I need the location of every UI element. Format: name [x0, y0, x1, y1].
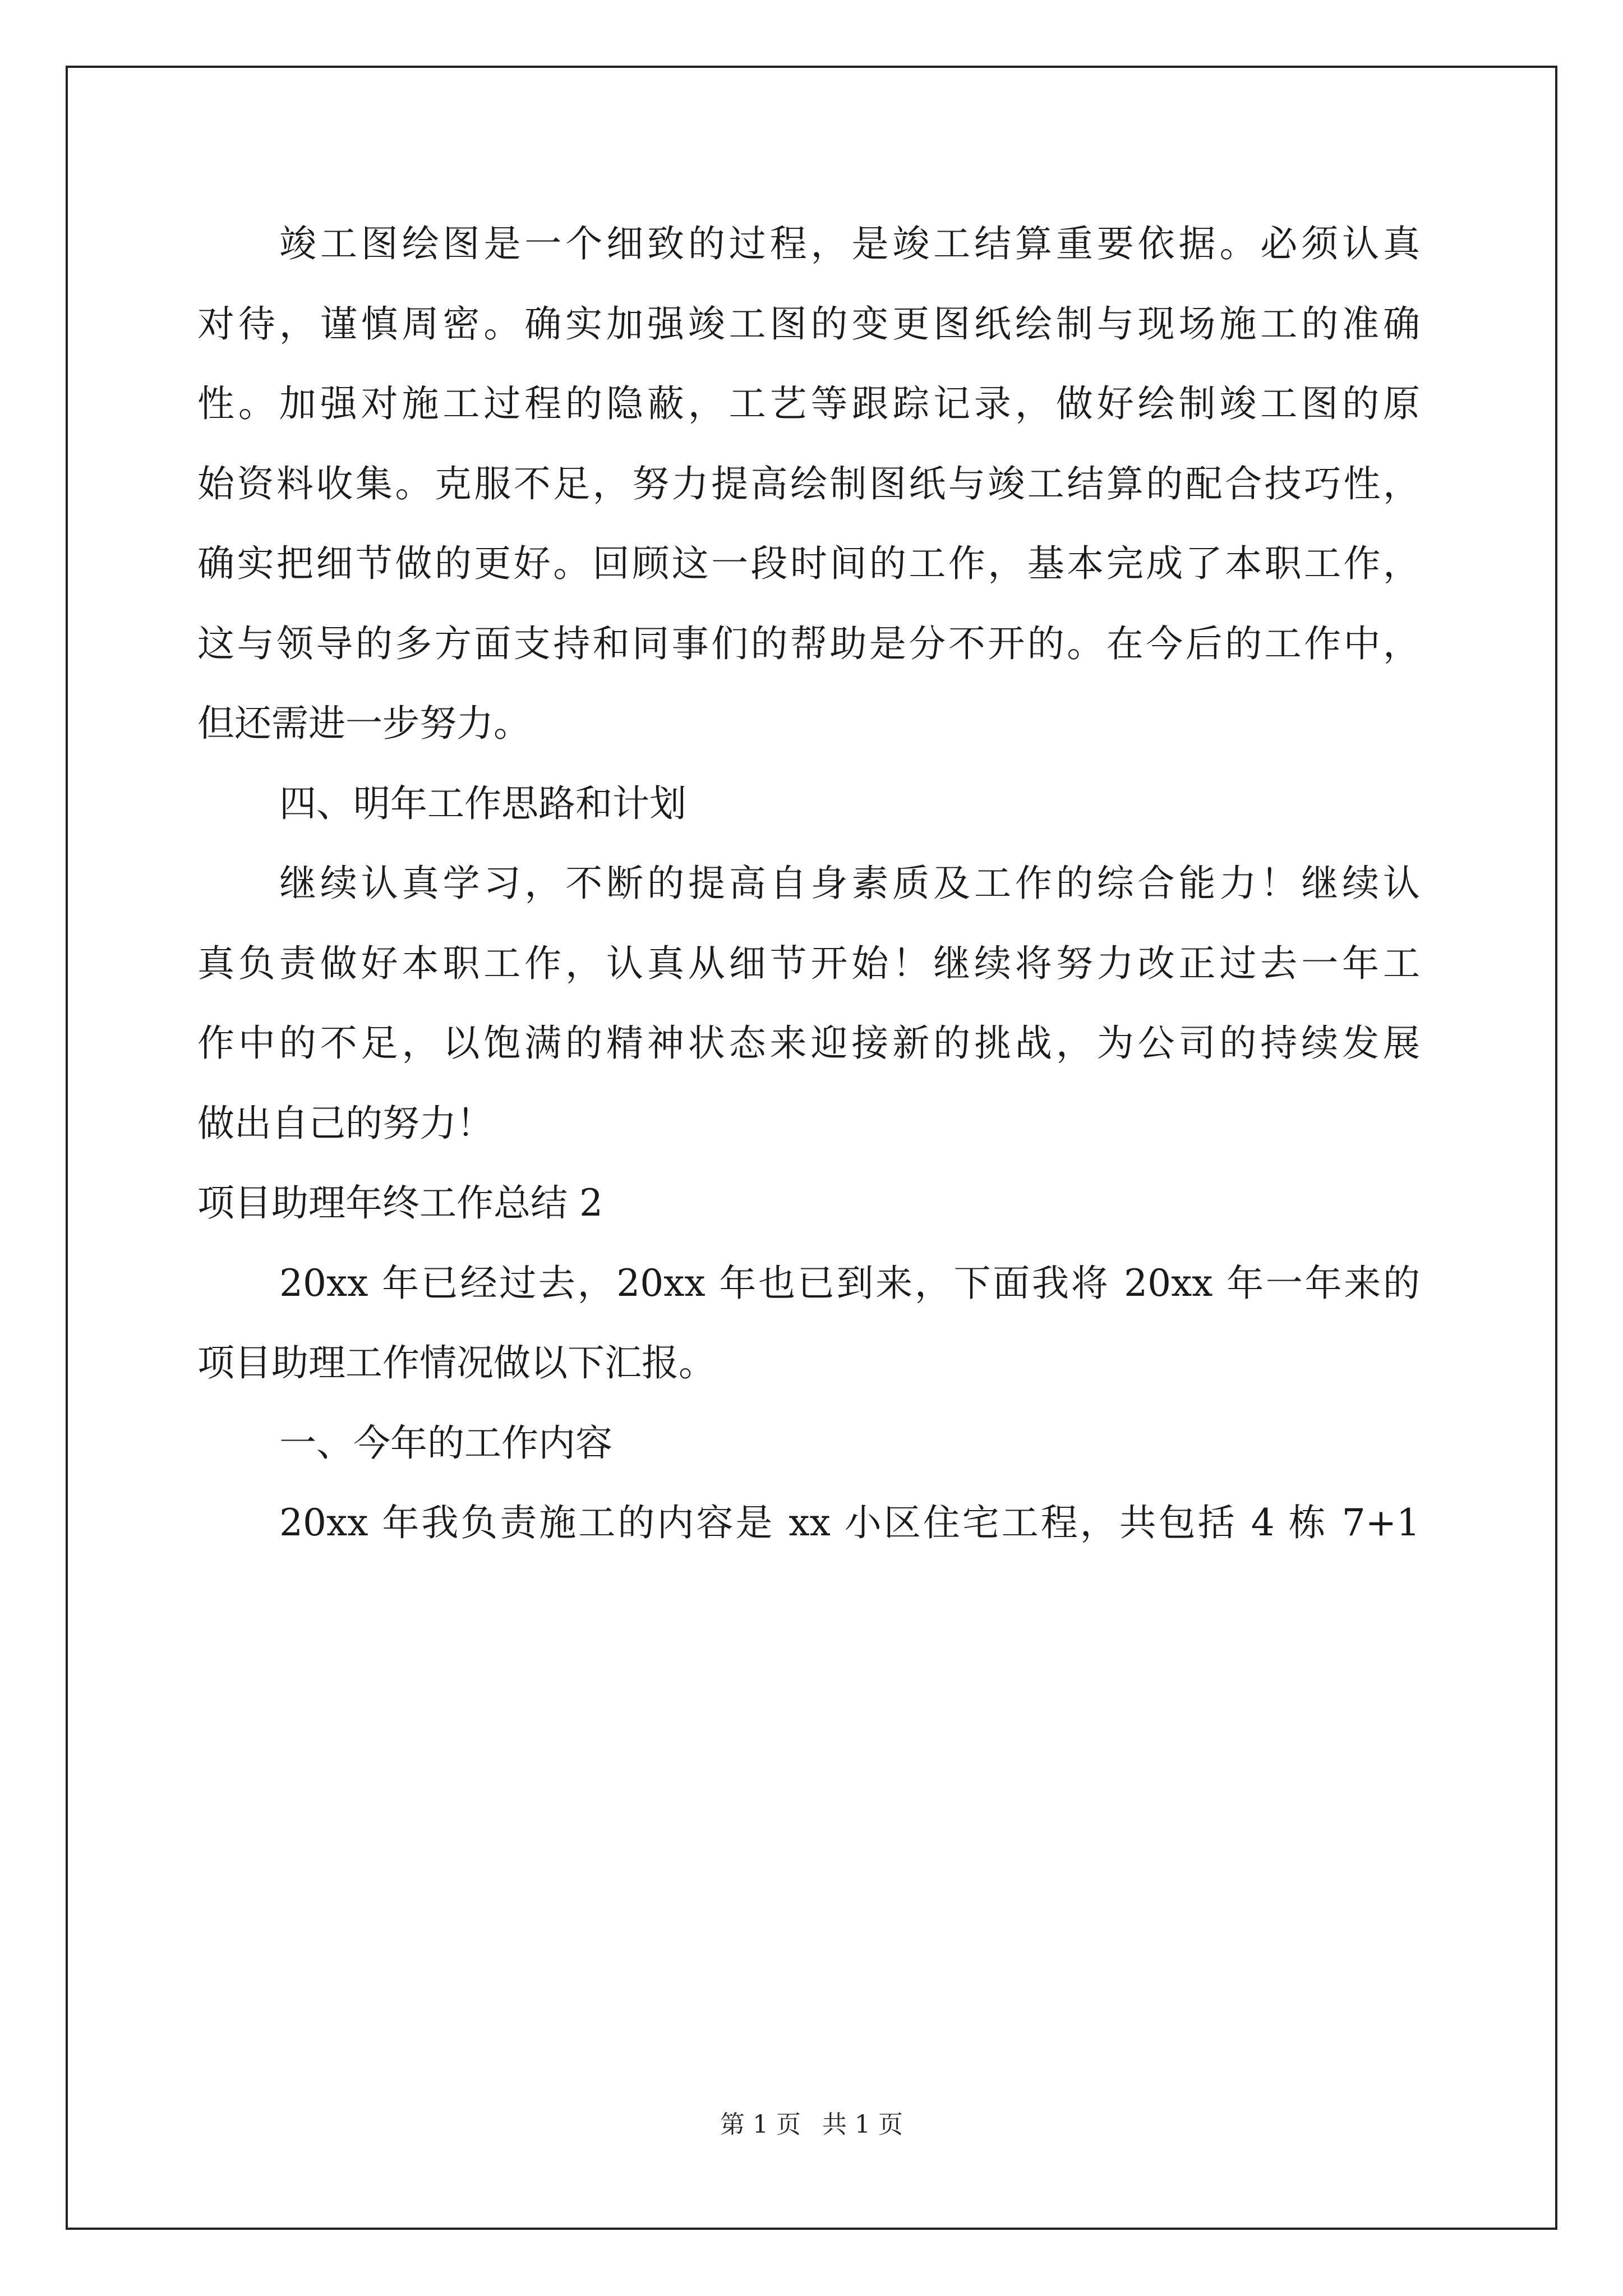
paragraph-line: 作中的不足，以饱满的精神状态来迎接新的挑战，为公司的持续发展 [197, 1022, 1420, 1065]
paragraph-line: 项目助理工作情况做以下汇报。 [197, 1341, 716, 1384]
paragraph-line: 继续认真学习，不断的提高自身素质及工作的综合能力！继续认 [279, 862, 1420, 905]
page-total: 共 1 页 [822, 2110, 903, 2139]
document-title: 项目助理年终工作总结 2 [197, 1181, 603, 1225]
paragraph-line: 竣工图绘图是一个细致的过程，是竣工结算重要依据。必须认真 [279, 222, 1420, 265]
paragraph-line: 这与领导的多方面支持和同事们的帮助是分不开的。在今后的工作中， [197, 622, 1420, 665]
paragraph-line: 20xx 年我负责施工的内容是 xx 小区住宅工程，共包括 4 栋 7+1 [279, 1501, 1420, 1544]
paragraph-line: 20xx 年已经过去，20xx 年也已到来，下面我将 20xx 年一年来的 [279, 1262, 1420, 1305]
paragraph-line: 确实把细节做的更好。回顾这一段时间的工作，基本完成了本职工作， [197, 542, 1420, 585]
paragraph-line: 做出自己的努力！ [197, 1102, 494, 1145]
page-footer [0, 2108, 1623, 2142]
section-heading: 一、今年的工作内容 [279, 1421, 612, 1465]
page-number: 第 1 页 [720, 2110, 801, 2139]
paragraph-line: 对待，谨慎周密。确实加强竣工图的变更图纸绘制与现场施工的准确 [197, 302, 1420, 346]
section-heading: 四、明年工作思路和计划 [279, 782, 686, 825]
paragraph-line: 始资料收集。克服不足，努力提高绘制图纸与竣工结算的配合技巧性， [197, 462, 1420, 505]
paragraph-line: 但还需进一步努力。 [197, 702, 531, 745]
paragraph-line: 真负责做好本职工作，认真从细节开始！继续将努力改正过去一年工 [197, 942, 1420, 985]
paragraph-line: 性。加强对施工过程的隐蔽，工艺等跟踪记录，做好绘制竣工图的原 [197, 382, 1420, 425]
